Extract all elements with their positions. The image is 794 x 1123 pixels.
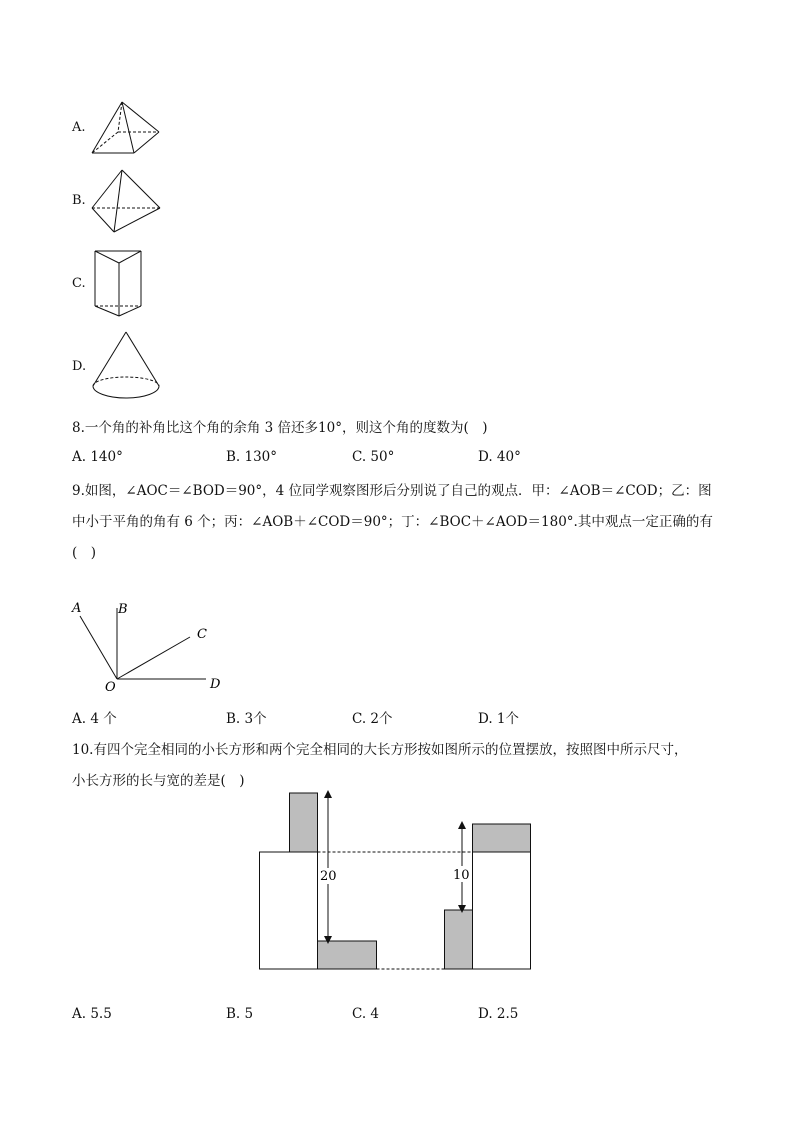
label-d: D (210, 677, 221, 692)
angle-figure (68, 596, 238, 696)
q10-stem-line-2: 小长方形的长与宽的差是( ) (72, 773, 245, 789)
label-b: B (118, 602, 128, 617)
label-o: O (105, 680, 116, 695)
q10-option-c: C. 4 (352, 1006, 380, 1022)
q7-option-b-label: B. (72, 193, 86, 208)
q7-option-a-label: A. (72, 120, 86, 135)
square-pyramid-figure (88, 100, 163, 158)
ray-oc (117, 637, 190, 679)
q8-stem: 8.一个角的补角比这个角的余角 3 倍还多10°，则这个角的度数为( ) (72, 420, 488, 436)
dimension-label-right: 10 (453, 868, 470, 883)
q10-option-b: B. 5 (226, 1006, 254, 1022)
q7-option-c-label: C. (72, 276, 86, 291)
small-rect-bottom-right (445, 910, 473, 969)
q8-option-a: A. 140° (72, 449, 123, 465)
q9-option-a: A. 4 个 (72, 711, 117, 727)
large-rect-left (260, 852, 318, 969)
q9-stem-line-1: 9.如图，∠AOC＝∠BOD＝90°，4 位同学观察图形后分别说了自己的观点．甲：∠AOB＝∠COD；乙：图 (72, 483, 712, 499)
q10-option-d: D. 2.5 (478, 1006, 519, 1022)
label-a: A (72, 601, 82, 616)
q9-stem-line-3: ( ) (72, 545, 97, 561)
rectangles-figure (256, 790, 536, 974)
triangular-prism-figure (92, 249, 144, 319)
label-c: C (197, 627, 207, 642)
q10-stem-line-1: 10.有四个完全相同的小长方形和两个完全相同的大长方形按如图所示的位置摆放，按照图中所示尺寸， (72, 742, 688, 758)
q8-option-d: D. 40° (478, 449, 521, 465)
large-rect-right (473, 852, 531, 969)
small-rect-top-right (473, 824, 531, 852)
q9-option-c: C. 2个 (352, 711, 393, 727)
ray-oa (80, 616, 117, 679)
q7-option-d-label: D. (72, 359, 87, 374)
q9-option-b: B. 3个 (226, 711, 267, 727)
cone-figure (90, 330, 162, 402)
small-rect-top-left (290, 793, 318, 852)
q9-stem-line-2: 中小于平角的角有 6 个；丙：∠AOB＋∠COD＝90°；丁：∠BOC＋∠AOD＝180°.其中观点一定正确的有 (72, 514, 713, 530)
q8-option-c: C. 50° (352, 449, 395, 465)
dimension-label-left: 20 (320, 869, 337, 884)
small-rect-bottom-left (318, 941, 377, 969)
q10-option-a: A. 5.5 (72, 1006, 112, 1022)
q9-option-d: D. 1个 (478, 711, 520, 727)
q8-option-b: B. 130° (226, 449, 278, 465)
triangular-pyramid-figure (90, 168, 165, 236)
